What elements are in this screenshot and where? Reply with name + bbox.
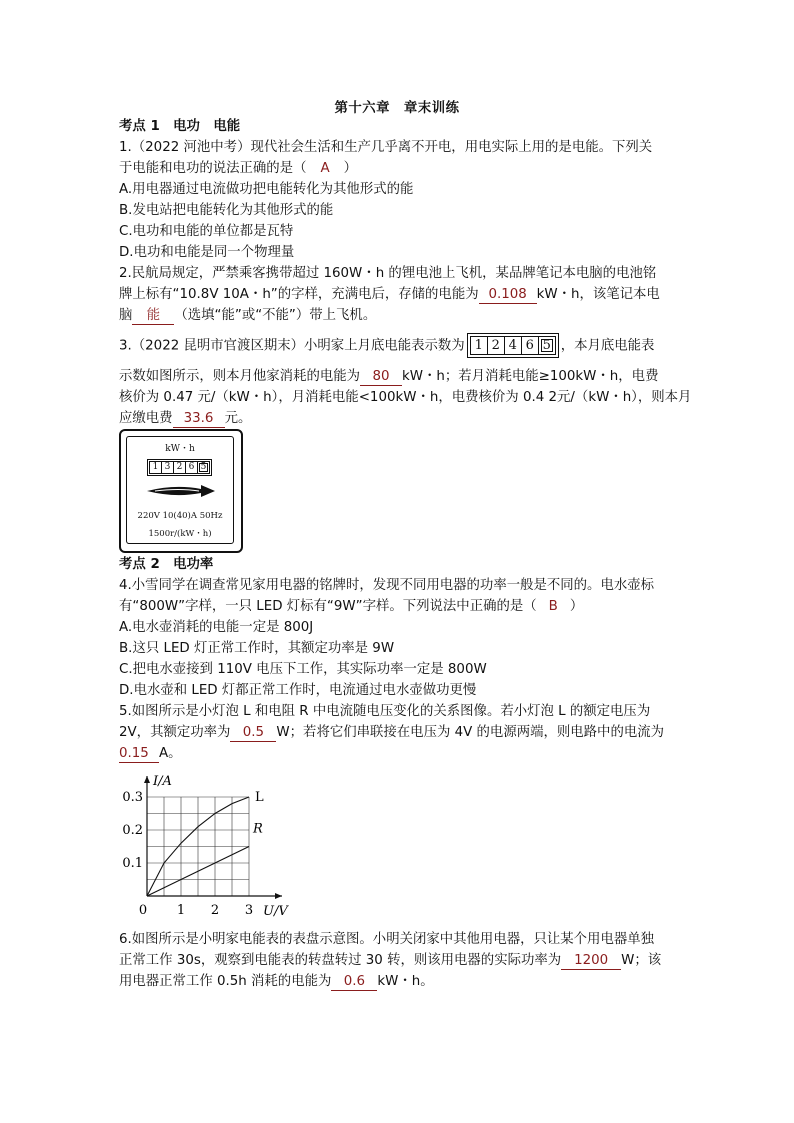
meter-digit: 2	[487, 336, 505, 355]
q4-option-b: B.这只 LED 灯正常工作时，其额定功率是 9W	[119, 641, 395, 656]
q6-stem-line3	[119, 972, 434, 992]
q1-option-a: A.用电器通过电流做功把电能转化为其他形式的能	[119, 182, 414, 197]
q4-paren-close: ）	[569, 599, 584, 614]
y-tick-label: 0.1	[122, 856, 143, 871]
rotating-disc-arrow-icon	[145, 483, 217, 499]
q2-stem-line3	[119, 306, 376, 326]
q3-stem-text-5: 应缴电费	[119, 411, 173, 426]
meter-digit: 2	[173, 461, 186, 474]
current-voltage-graph	[117, 770, 297, 920]
q6-stem-text-2: W；该	[621, 953, 662, 968]
q2-stem-line1: 2.民航局规定，严禁乘客携带超过 160W・h 的锂电池上飞机，某品牌笔记本电脑的电池铭	[119, 266, 657, 281]
q5-stem-line2	[119, 723, 664, 743]
q6-stem-line1: 6.如图所示是小明家电能表的表盘示意图。小明关闭家中其他用电器，只让某个用电器单独	[119, 932, 655, 947]
q3-stem-text-6: 元。	[224, 411, 252, 426]
q1-stem-text: 于电能和电功的说法正确的是（	[119, 161, 307, 176]
x-axis-label: U/V	[263, 904, 288, 919]
q6-stem-text: 正常工作 30s，观察到电能表的转盘转过 30 转，则该用电器的实际功率为	[119, 953, 562, 968]
q6-answer-energy: 0.6	[331, 974, 377, 991]
q3-stem-text-3: 示数如图所示，则本月他家消耗的电能为	[119, 369, 361, 384]
q3-stem-text-2: ，本月底电能表	[560, 338, 655, 354]
q3-stem-text-4: kW・h；若月消耗电能≥100kW・h，电费	[402, 369, 659, 384]
meter-unit: kW・h	[165, 444, 195, 454]
q6-stem-text-4: kW・h。	[377, 974, 434, 989]
last-month-meter-reading	[467, 333, 559, 358]
x-tick-label: 2	[210, 903, 220, 918]
q4-option-d: D.电水壶和 LED 灯都正常工作时，电流通过电水壶做功更慢	[119, 683, 477, 698]
meter-digit: 1	[470, 336, 488, 355]
q6-stem-text-3: 用电器正常工作 0.5h 消耗的电能为	[119, 974, 332, 989]
meter-digit: 1	[149, 461, 162, 474]
q1-paren-close: ）	[343, 161, 358, 176]
q1-option-d: D.电功和电能是同一个物理量	[119, 245, 295, 260]
q5-stem-text: 2V，其额定功率为	[119, 725, 231, 740]
q5-stem-line1: 5.如图所示是小灯泡 L 和电阻 R 中电流随电压变化的关系图像。若小灯泡 L 的额定电压为	[119, 704, 651, 719]
q6-answer-power: 1200	[561, 953, 621, 970]
y-axis-label: I/A	[153, 774, 172, 789]
q2-answer-can: 能	[132, 308, 174, 325]
electric-meter-figure	[119, 429, 243, 553]
q3-answer-fee: 33.6	[173, 411, 225, 428]
q3-stem-line2	[119, 367, 658, 387]
q3-answer-energy: 80	[360, 369, 402, 386]
y-axis-arrow-icon	[144, 776, 150, 783]
q4-answer: B	[548, 599, 558, 614]
q5-answer-current: 0.15	[119, 746, 159, 763]
meter-digit: 4	[504, 336, 522, 355]
series-label-L: L	[255, 790, 264, 805]
meter-digit-decimal: 5	[538, 336, 556, 355]
q2-stem-text-4: （选填“能”或“不能”）带上飞机。	[174, 308, 377, 323]
q1-option-c: C.电功和电能的单位都是瓦特	[119, 224, 294, 239]
q5-stem-text-2: W；若将它们串联接在电压为 4V 的电源两端，则电路中的电流为	[276, 725, 665, 740]
x-axis-arrow-icon	[275, 893, 282, 899]
q4-option-a: A.电水壶消耗的电能一定是 800J	[119, 620, 314, 635]
q5-stem-text-3: A。	[159, 746, 182, 761]
meter-digit: 3	[161, 461, 174, 474]
meter-rate: 1500r/(kW・h)	[148, 529, 212, 539]
q4-option-c: C.把电水壶接到 110V 电压下工作，其实际功率一定是 800W	[119, 662, 487, 677]
section-heading-2: 考点 2 电功率	[119, 557, 214, 572]
meter-reading	[147, 459, 212, 476]
x-tick-label: 1	[176, 903, 186, 918]
q5-stem-line3	[119, 744, 182, 764]
q2-stem-line2	[119, 285, 660, 305]
meter-face	[126, 436, 234, 544]
q2-stem-text: 牌上标有“10.8V 10A・h”的字样，充满电后，存储的电能为	[119, 287, 479, 302]
graph-grid	[147, 797, 249, 896]
q3-stem-line4	[119, 409, 251, 429]
q6-stem-line2	[119, 951, 661, 971]
section-heading-1: 考点 1 电功 电能	[119, 119, 241, 134]
y-tick-label: 0.3	[122, 790, 143, 805]
x-tick-label: 0	[138, 903, 148, 918]
meter-spec: 220V 10(40)A 50Hz	[137, 511, 223, 521]
q2-stem-text-2: kW・h，该笔记本电	[536, 287, 660, 302]
y-tick-label: 0.2	[122, 823, 143, 838]
meter-digit-decimal: 5	[197, 461, 210, 474]
x-tick-label: 3	[244, 903, 254, 918]
q2-stem-text-3: 脑	[119, 308, 133, 323]
q1-option-b: B.发电站把电能转化为其他形式的能	[119, 203, 334, 218]
meter-digit: 6	[185, 461, 198, 474]
q4-stem-text: 有“800W”字样，一只 LED 灯标有“9W”字样。下列说法中正确的是（	[119, 599, 537, 614]
q3-stem-text: 3.（2022 昆明市官渡区期末）小明家上月底电能表示数为	[119, 338, 465, 354]
q1-stem-line1: 1.（2022 河池中考）现代社会生活和生产几乎离不开电，用电实际上用的是电能。下列关	[119, 140, 653, 155]
q1-answer: A	[320, 161, 330, 176]
q4-stem-line2	[119, 597, 583, 617]
q5-answer-power: 0.5	[230, 725, 276, 742]
q1-stem-line2	[119, 159, 357, 179]
q3-stem-line3: 核价为 0.47 元/（kW・h），月消耗电能<100kW・h，电费核价为 0.4 2元/（kW・h），则本月	[119, 390, 692, 405]
series-label-R: R	[253, 821, 263, 837]
chapter-title: 第十六章 章末训练	[334, 101, 460, 116]
q3-stem-line1	[119, 333, 654, 360]
q4-stem-line1: 4.小雪同学在调查常见家用电器的铭牌时，发现不同用电器的功率一般是不同的。电水壶标	[119, 578, 655, 593]
meter-digit: 6	[521, 336, 539, 355]
q2-answer-energy: 0.108	[479, 287, 537, 304]
